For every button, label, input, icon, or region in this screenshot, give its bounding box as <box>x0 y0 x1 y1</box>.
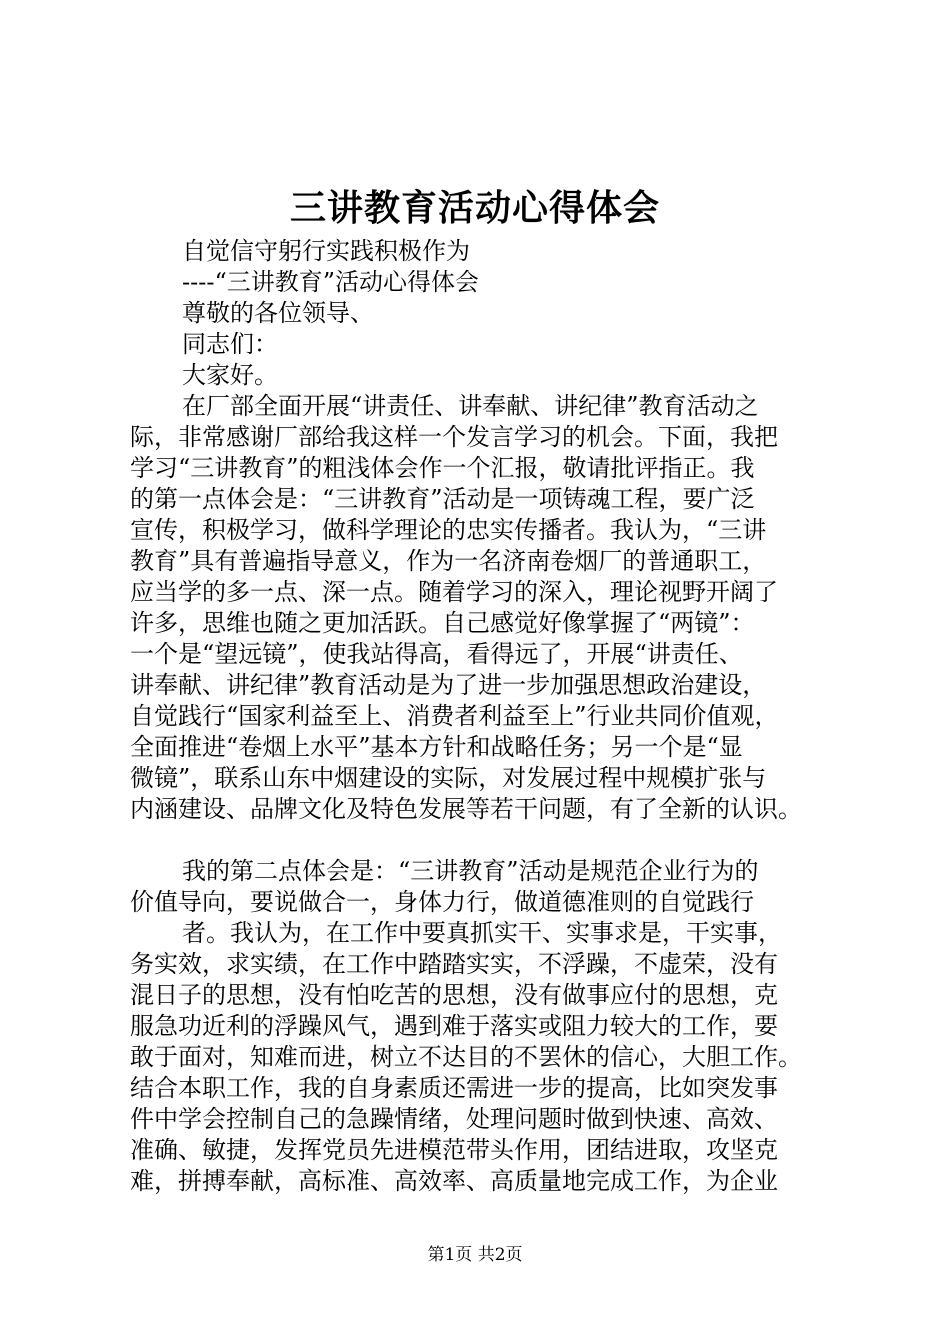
text-line: 我的第二点体会是：“三讲教育”活动是规范企业行为的 <box>182 857 759 885</box>
text-line: 的第一点体会是：“三讲教育”活动是一项铸魂工程，要广泛 <box>130 485 755 513</box>
text-line: 准确、敏捷，发挥党员先进模范带头作用，团结进取，攻坚克 <box>130 1136 778 1164</box>
text-line: 宣传，积极学习，做科学理论的忠实传播者。我认为，“三讲 <box>130 516 767 544</box>
text-line: 价值导向，要说做合一，身体力行，做道德准则的自觉践行 <box>130 888 754 916</box>
text-line: 尊敬的各位领导、 <box>182 299 374 327</box>
text-line: 大家好。 <box>182 361 278 389</box>
text-line: 混日子的思想，没有怕吃苦的思想，没有做事应付的思想，克 <box>130 981 778 1009</box>
text-line: 难，拼搏奉献，高标准、高效率、高质量地完成工作，为企业 <box>130 1167 778 1195</box>
text-line: 自觉践行“国家利益至上、消费者利益至上”行业共同价值观， <box>130 702 779 730</box>
text-line: 讲奉献、讲纪律”教育活动是为了进一步加强思想政治建设， <box>130 671 767 699</box>
text-line: 件中学会控制自己的急躁情绪，处理问题时做到快速、高效、 <box>130 1105 778 1133</box>
text-line: 服急功近利的浮躁风气，遇到难于落实或阻力较大的工作，要 <box>130 1012 778 1040</box>
text-line: 敢于面对，知难而进，树立不达目的不罢休的信心，大胆工作。 <box>130 1043 802 1071</box>
text-line: 微镜”，联系山东中烟建设的实际，对发展过程中规模扩张与 <box>130 764 767 792</box>
text-line: 自觉信守躬行实践积极作为 <box>182 237 470 265</box>
page-footer: 第1页 共2页 <box>427 1245 523 1265</box>
text-line: 务实效，求实绩，在工作中踏踏实实，不浮躁，不虚荣，没有 <box>130 950 778 978</box>
paragraph-gap <box>130 825 850 856</box>
text-line: 一个是“望远镜”，使我站得高，看得远了，开展“讲责任、 <box>130 640 743 668</box>
text-line: 内涵建设、品牌文化及特色发展等若干问题，有了全新的认识。 <box>130 795 802 823</box>
document-body <box>130 236 850 1197</box>
text-line: 者。我认为，在工作中要真抓实干、实事求是，干实事， <box>182 919 782 947</box>
text-line: 学习“三讲教育”的粗浅体会作一个汇报，敬请批评指正。我 <box>130 454 755 482</box>
text-line: 结合本职工作，我的自身素质还需进一步的提高，比如突发事 <box>130 1074 778 1102</box>
document-title: 三讲教育活动心得体会 <box>289 187 660 229</box>
text-line: 教育”具有普遍指导意义，作为一名济南卷烟厂的普通职工， <box>130 547 767 575</box>
text-line: 在厂部全面开展“讲责任、讲奉献、讲纪律”教育活动之 <box>182 392 759 420</box>
text-line: 应当学的多一点、深一点。随着学习的深入，理论视野开阔了 <box>130 578 778 606</box>
text-line: 同志们： <box>182 330 278 358</box>
text-line: 许多，思维也随之更加活跃。自己感觉好像掌握了“两镜”： <box>130 609 755 637</box>
text-line: 际，非常感谢厂部给我这样一个发言学习的机会。下面，我把 <box>130 423 778 451</box>
text-line: ----“三讲教育”活动心得体会 <box>182 268 479 296</box>
text-line: 全面推进“卷烟上水平”基本方针和战略任务；另一个是“显 <box>130 733 743 761</box>
